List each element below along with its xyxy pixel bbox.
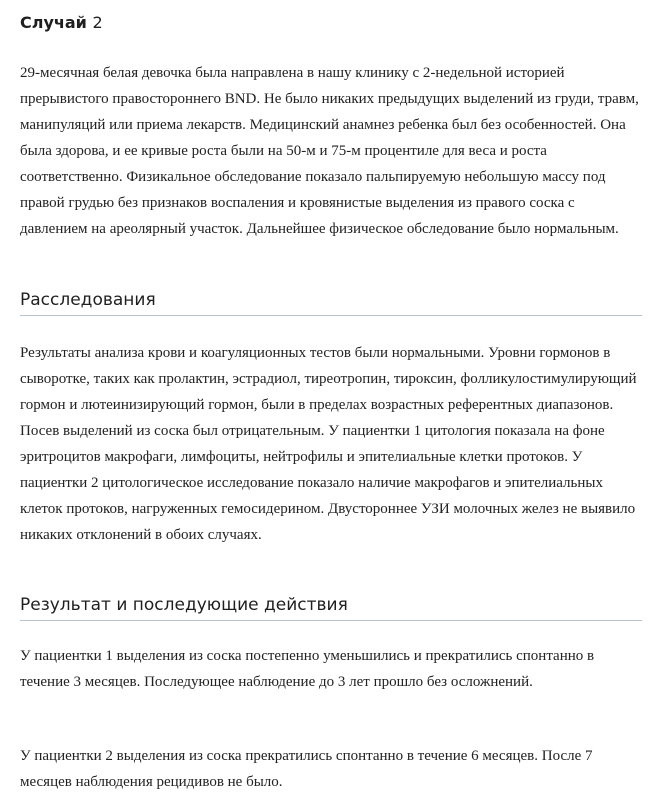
investigations-heading: Расследования [20,290,156,310]
case-description: 29-месячная белая девочка была направлена в нашу клинику с 2-недельной историей прерывистого правостороннего BND. Не было никаких предыдущих выделений из груди, травм, манипуляций или приема лекарств. Медицинский анамнез ребенка был без особенностей. Она была здорова, и ее кривые роста были на 50-м и 75-м процентиле для веса и роста соответственно. Физикальное обследование показало пальпируемую небольшую массу под правой грудью без признаков воспаления и кровянистые выделения из правого соска с давлением на ареолярный участок. Дальнейшее физическое обследование было нормальным. [20,65,639,237]
investigations-divider [20,315,642,316]
case-number: 2 [92,13,103,32]
outcome-divider [20,620,642,621]
outcome-paragraph-2: У пациентки 2 выделения из соска прекратились спонтанно в течение 6 месяцев. После 7 месяцев наблюдения рецидивов не было. [20,748,593,790]
outcome-heading: Результат и последующие действия [20,595,348,615]
outcome-paragraph-1: У пациентки 1 выделения из соска постепенно уменьшились и прекратились спонтанно в течение 3 месяцев. Последующее наблюдение до 3 лет прошло без осложнений. [20,648,595,690]
case-title [20,13,103,32]
case-title-label: Случай [20,13,87,32]
investigations-text: Результаты анализа крови и коагуляционных тестов были нормальными. Уровни гормонов в сыворотке, таких как пролактин, эстрадиол, тиреотропин, тироксин, фолликулостимулирующий гормон и лютеинизирующий гормон, были в пределах возрастных референтных диапазонов. Посев выделений из соска был отрицательным. У пациентки 1 цитология показала на фоне эритроцитов макрофаги, лимфоциты, нейтрофилы и эпителиальные клетки протоков. У пациентки 2 цитологическое исследование показало наличие макрофагов и эпителиальных клеток протоков, нагруженных гемосидерином. Двустороннее УЗИ молочных желез не выявило никаких отклонений в обоих случаях. [20,345,637,543]
